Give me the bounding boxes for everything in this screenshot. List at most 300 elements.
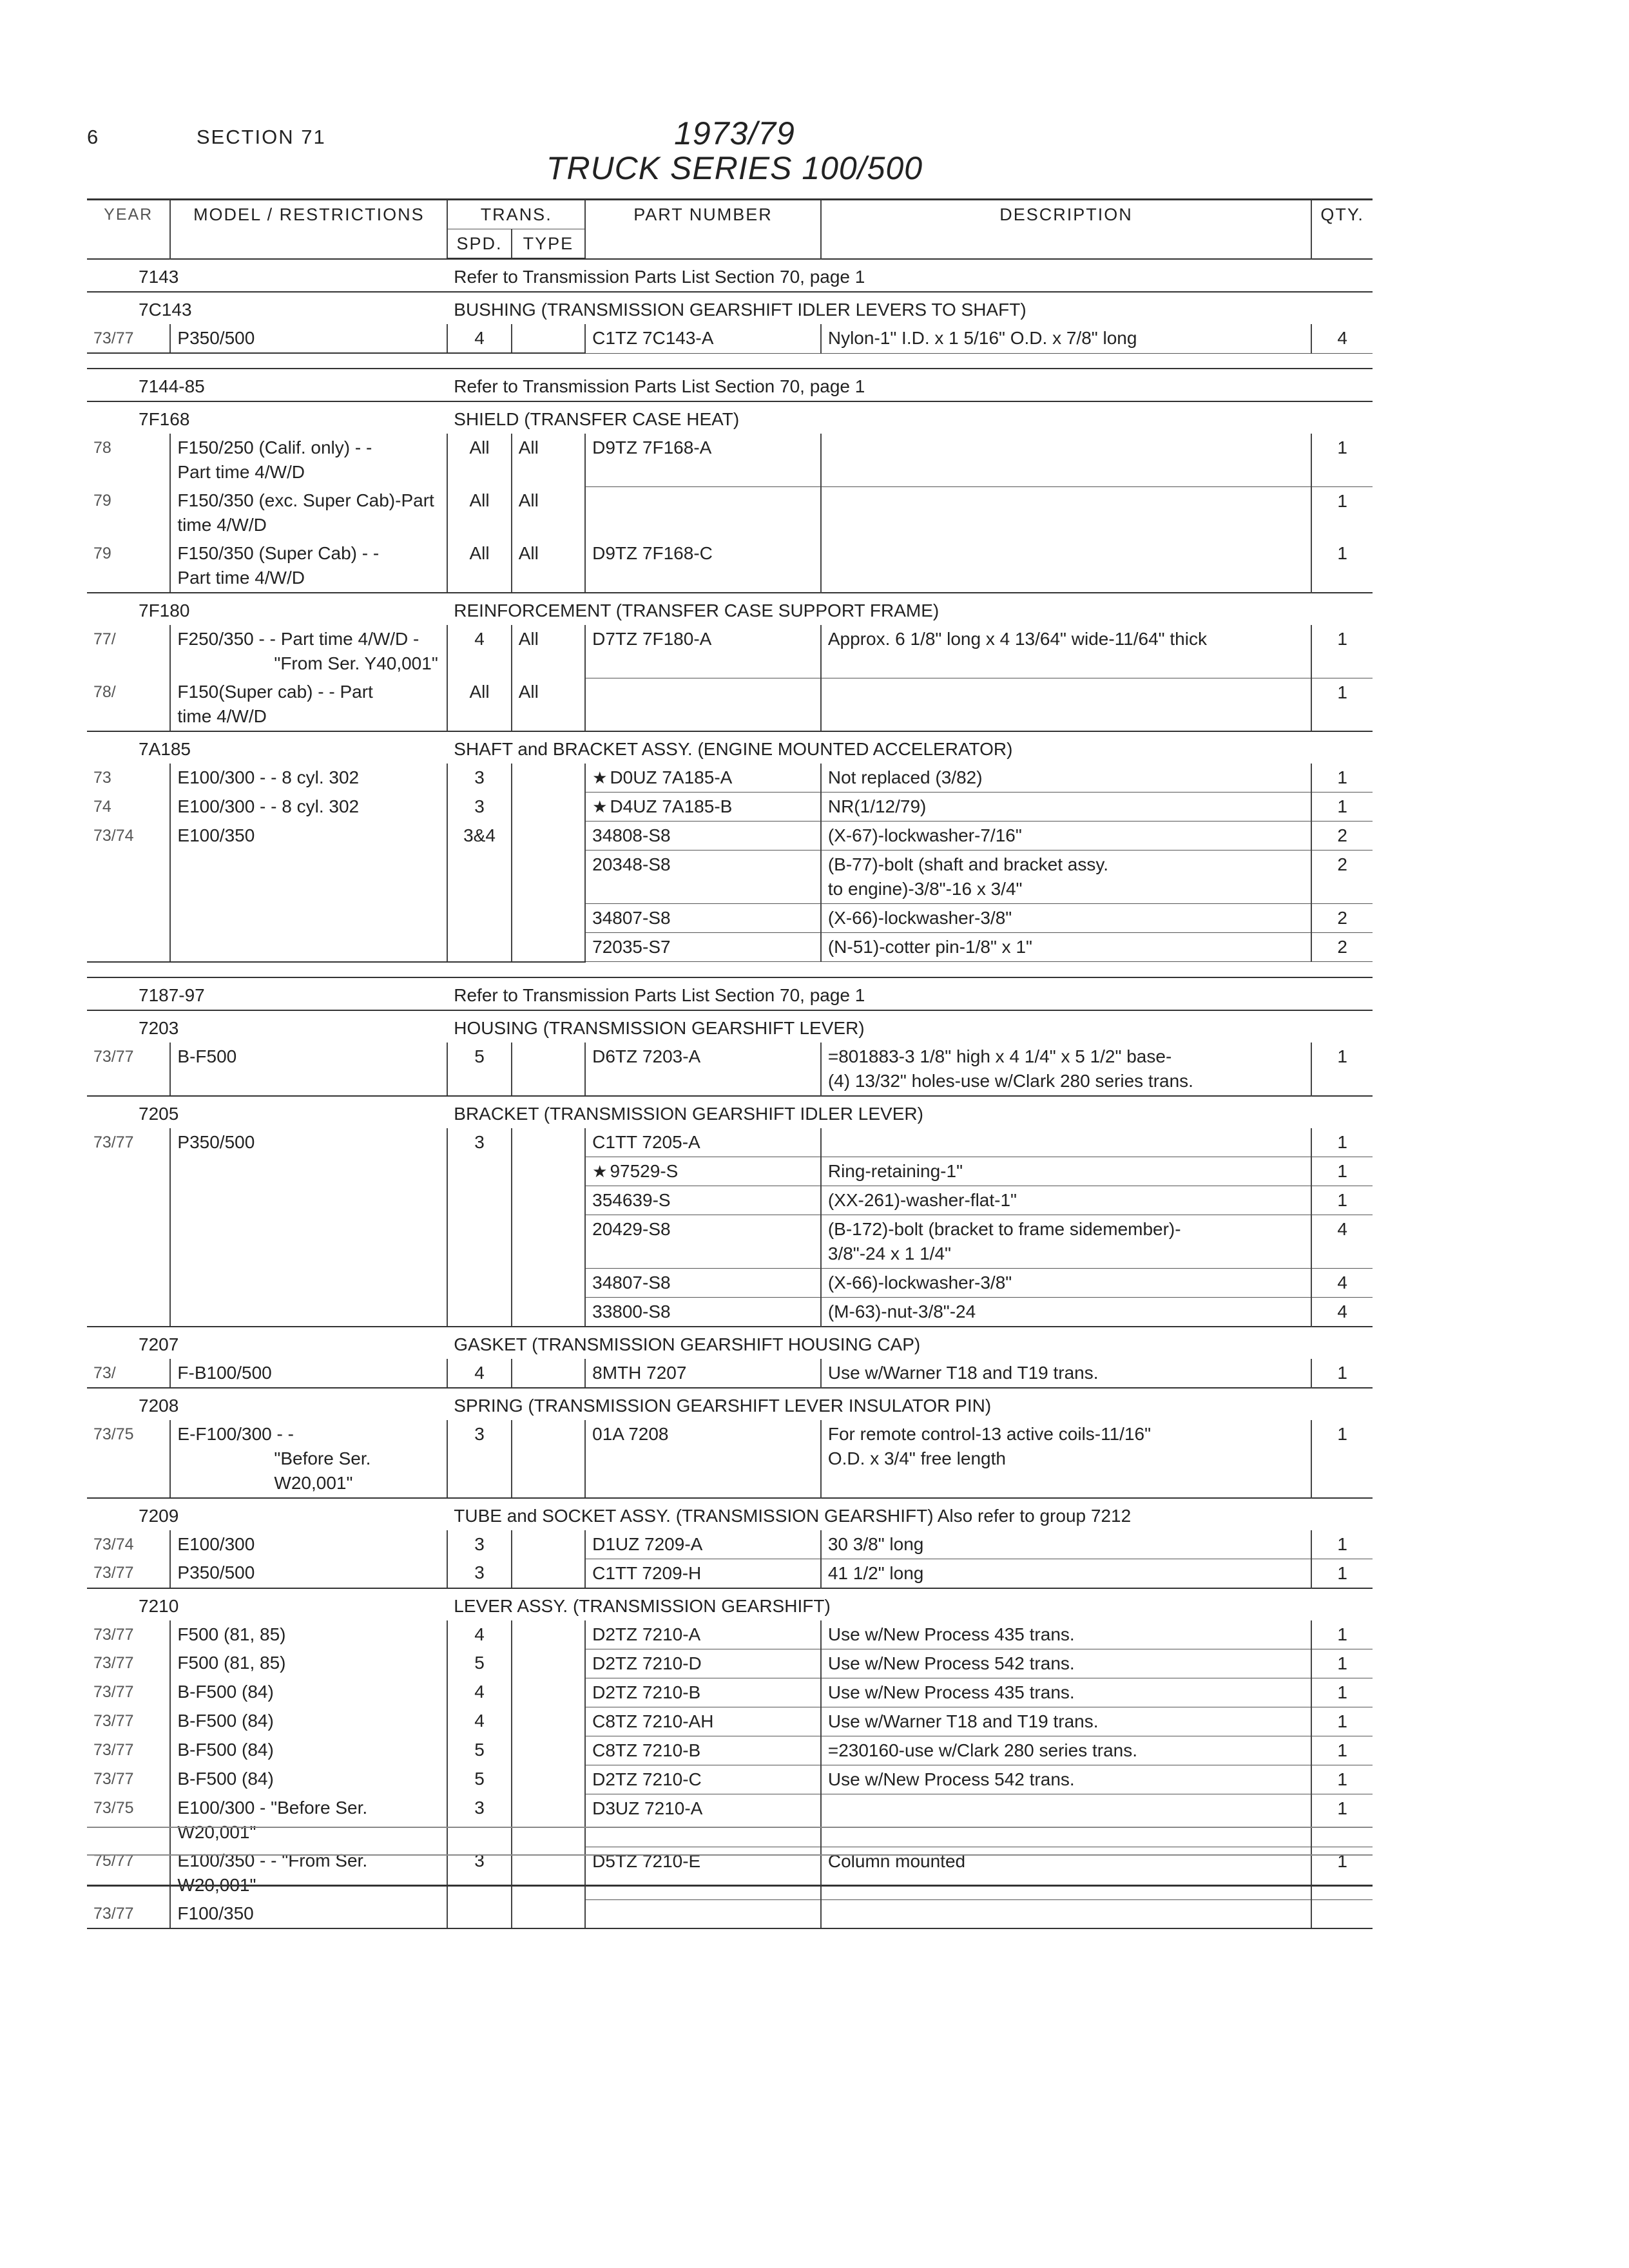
col-spd: SPD.	[447, 229, 511, 259]
part-number-cell	[585, 850, 821, 904]
type-cell	[512, 933, 585, 962]
group-header-row	[87, 1327, 1373, 1359]
qty-cell: 1	[1311, 1765, 1373, 1794]
description-text: Use w/New Process 435 trans.	[827, 1624, 1075, 1644]
group-header-row	[87, 1010, 1373, 1043]
star-icon: ★	[592, 768, 608, 787]
part-number-cell	[585, 486, 821, 539]
speed-cell: 4	[447, 1359, 511, 1388]
speed-cell	[447, 1899, 511, 1928]
part-number-cell	[585, 625, 821, 678]
qty-cell: 1	[1311, 1530, 1373, 1559]
type-cell	[512, 1297, 585, 1327]
description-cell	[821, 1420, 1311, 1498]
group-header-row	[87, 369, 1373, 401]
part-number: 97529-S	[610, 1160, 679, 1181]
model-text: F500 (81, 85)	[177, 1624, 286, 1644]
qty-cell: 1	[1311, 678, 1373, 731]
year-cell: 73/75	[87, 1420, 170, 1498]
model-text: E100/300 - "Before Ser. W20,001"	[177, 1798, 368, 1842]
speed-cell: All	[447, 678, 511, 731]
description-cell	[821, 1707, 1311, 1736]
qty-cell: 4	[1311, 1268, 1373, 1297]
part-number-cell	[585, 324, 821, 353]
qty-cell: 4	[1311, 324, 1373, 353]
part-number-cell	[585, 1530, 821, 1559]
part-number-cell	[585, 1186, 821, 1215]
group-header-row	[87, 401, 1373, 434]
year-cell: 73/77	[87, 324, 170, 353]
section-label: SECTION 71	[196, 126, 326, 148]
table-row	[87, 1268, 1373, 1297]
description-cell	[821, 324, 1311, 353]
table-row	[87, 1420, 1373, 1498]
model-cell	[170, 1268, 447, 1297]
year-cell: 75/77	[93, 1852, 134, 1870]
qty-cell: 1	[1311, 1043, 1373, 1096]
qty-cell: 2	[1311, 904, 1373, 933]
col-model: MODEL / RESTRICTIONS	[170, 200, 447, 259]
qty-cell: 1	[1311, 1736, 1373, 1765]
star-icon: ★	[592, 1161, 608, 1181]
speed-cell	[447, 850, 511, 904]
qty-cell: 1	[1311, 539, 1373, 593]
part-number-cell	[585, 1297, 821, 1327]
year-cell: 73/77	[93, 1683, 134, 1701]
page-title: TRUCK SERIES 100/500	[546, 150, 923, 186]
year-cell: 73/77	[93, 1741, 134, 1759]
part-number: C8TZ 7210-AH	[592, 1711, 714, 1731]
description-cell	[821, 904, 1311, 933]
group-title: HOUSING (TRANSMISSION GEARSHIFT LEVER)	[447, 1010, 1373, 1043]
type-cell: All	[512, 486, 585, 539]
qty-cell: 2	[1311, 933, 1373, 962]
type-cell	[512, 1420, 585, 1498]
year-cell	[87, 933, 170, 962]
model-cell	[170, 822, 447, 850]
table-row	[87, 678, 1373, 731]
model-cell	[170, 1530, 447, 1559]
model-cell	[170, 1620, 447, 1649]
part-number-cell	[585, 1649, 821, 1678]
part-number: 354639-S	[592, 1189, 671, 1210]
year-cell: 73/77	[93, 1712, 134, 1730]
group-title: GASKET (TRANSMISSION GEARSHIFT HOUSING CAP)	[447, 1327, 1373, 1359]
model-cell	[170, 1157, 447, 1186]
model-cell	[170, 1297, 447, 1327]
part-number: 34807-S8	[592, 908, 671, 928]
type-cell	[512, 1649, 585, 1678]
qty-cell: 1	[1311, 625, 1373, 678]
group-number: 7210	[87, 1588, 447, 1620]
qty-cell: 1	[1311, 1359, 1373, 1388]
model-cell	[170, 324, 447, 353]
model-text: F150/350 (exc. Super Cab)-Part	[177, 490, 434, 510]
group-number: 7A185	[87, 731, 447, 764]
type-cell	[512, 1186, 585, 1215]
model-cell	[170, 850, 447, 904]
part-number-cell	[585, 1215, 821, 1268]
part-number-cell	[585, 764, 821, 793]
description-text: (XX-261)-washer-flat-1"	[827, 1189, 1017, 1210]
year-cell: 73/77	[87, 1043, 170, 1096]
group-number: 7209	[87, 1498, 447, 1530]
qty-cell: 2	[1311, 850, 1373, 904]
year-cell: 78/	[87, 678, 170, 731]
part-number-cell	[585, 793, 821, 822]
qty-cell: 1	[1311, 1559, 1373, 1588]
part-number-cell	[585, 1128, 821, 1157]
table-row	[87, 1620, 1373, 1649]
speed-cell: All	[447, 434, 511, 486]
type-cell	[512, 324, 585, 353]
table-row	[87, 793, 1373, 822]
speed-cell	[447, 1297, 511, 1327]
year-cell: 73/77	[93, 1133, 134, 1151]
speed-cell: 4	[447, 1707, 511, 1736]
model-cell	[170, 764, 447, 793]
model-text: E100/300	[177, 1533, 255, 1554]
year-cell	[87, 1215, 170, 1268]
type-cell	[512, 1559, 585, 1588]
table-row	[87, 764, 1373, 793]
type-cell	[512, 1043, 585, 1096]
type-cell	[512, 1157, 585, 1186]
model-text: E100/300 - - 8 cyl. 302	[177, 767, 360, 787]
model-cell	[170, 1186, 447, 1215]
model-text: B-F500 (84)	[177, 1769, 274, 1789]
part-number-cell	[585, 1899, 821, 1928]
part-number: 01A 7208	[592, 1423, 669, 1444]
table-row	[87, 1707, 1373, 1736]
speed-cell: 5	[447, 1649, 511, 1678]
group-header-row	[87, 259, 1373, 293]
description-text: 30 3/8" long	[827, 1533, 924, 1554]
type-cell	[512, 764, 585, 793]
model-text: F150(Super cab) - - Part	[177, 682, 373, 702]
description-text: Use w/New Process 435 trans.	[827, 1682, 1075, 1702]
type-cell	[512, 904, 585, 933]
model-text: E-F100/300 - -	[177, 1423, 294, 1444]
type-cell	[512, 1128, 585, 1157]
type-cell	[512, 1215, 585, 1268]
description-cell	[821, 1215, 1311, 1268]
model-cell	[170, 933, 447, 962]
page-title-years: 1973/79	[674, 115, 795, 151]
year-cell: 79	[93, 492, 111, 510]
part-number-cell	[585, 1765, 821, 1794]
table-row	[87, 1359, 1373, 1388]
year-cell: 73/	[87, 1359, 170, 1388]
speed-cell: 3	[447, 1559, 511, 1588]
year-cell	[87, 904, 170, 933]
description-cell	[821, 933, 1311, 962]
speed-cell: 4	[447, 1678, 511, 1707]
part-number-cell	[585, 1043, 821, 1096]
qty-cell: 1	[1311, 1128, 1373, 1157]
type-cell	[512, 850, 585, 904]
col-qty: QTY.	[1311, 200, 1373, 259]
group-header-row	[87, 1388, 1373, 1420]
group-title: Refer to Transmission Parts List Section 70, page 1	[447, 977, 1373, 1010]
qty-cell: 1	[1311, 1186, 1373, 1215]
qty-cell: 1	[1311, 1420, 1373, 1498]
table-row	[87, 1186, 1373, 1215]
description-cell	[821, 678, 1311, 731]
year-cell: 73/77	[93, 1625, 134, 1644]
table-row	[87, 1678, 1373, 1707]
part-number-cell	[585, 822, 821, 850]
qty-cell: 2	[1311, 822, 1373, 850]
part-number-cell	[585, 933, 821, 962]
model-serial: "Before Ser. W20,001"	[274, 1448, 371, 1493]
model-text: F-B100/500	[177, 1362, 272, 1383]
type-cell	[512, 1268, 585, 1297]
model-text: F100/350	[177, 1903, 254, 1923]
col-trans: TRANS.	[447, 200, 585, 229]
description-cell	[821, 1649, 1311, 1678]
group-number: 7144-85	[87, 369, 447, 401]
part-number: 20348-S8	[592, 854, 671, 874]
part-number-cell	[585, 1157, 821, 1186]
year-cell: 73/77	[87, 1559, 170, 1588]
description-text: 41 1/2" long	[827, 1562, 924, 1583]
description-cell	[821, 1043, 1311, 1096]
speed-cell	[447, 1268, 511, 1297]
description-cont: 3/8"-24 x 1 1/4"	[827, 1243, 951, 1264]
description-text: Ring-retaining-1"	[827, 1160, 963, 1181]
star-icon: ★	[592, 797, 608, 816]
model-text: E100/350	[177, 825, 255, 845]
table-row	[87, 1128, 1373, 1157]
year-cell	[87, 1268, 170, 1297]
type-cell	[512, 1530, 585, 1559]
table-row	[87, 1736, 1373, 1765]
table-row	[87, 1649, 1373, 1678]
part-number-cell	[585, 1559, 821, 1588]
part-number: D3UZ 7210-A	[592, 1798, 703, 1818]
group-header-row	[87, 1498, 1373, 1530]
description-cell	[821, 822, 1311, 850]
speed-cell: 3	[447, 1847, 511, 1899]
group-number: 7203	[87, 1010, 447, 1043]
group-title: SHAFT and BRACKET ASSY. (ENGINE MOUNTED ACCELERATOR)	[447, 731, 1373, 764]
qty-cell: 1	[1311, 1620, 1373, 1649]
description-cont: (4) 13/32" holes-use w/Clark 280 series trans.	[827, 1070, 1193, 1091]
year-cell: 78	[93, 439, 111, 457]
description-text: For remote control-13 active coils-11/16"	[827, 1423, 1152, 1444]
parts-table	[87, 198, 1373, 1929]
part-number: 20429-S8	[592, 1218, 671, 1239]
year-cell: 73/77	[93, 1654, 134, 1672]
type-cell: All	[512, 434, 585, 486]
page-header	[87, 126, 416, 149]
description-text: (X-66)-lockwasher-3/8"	[827, 908, 1012, 928]
model-text: F250/350 - - Part time 4/W/D -	[177, 629, 419, 649]
model-text-cont: Part time 4/W/D	[177, 568, 305, 588]
description-text: Use w/Warner T18 and T19 trans.	[827, 1362, 1099, 1383]
group-header-row	[87, 292, 1373, 324]
col-part: PART NUMBER	[585, 200, 821, 259]
year-cell	[87, 850, 170, 904]
model-cell	[170, 1420, 447, 1498]
part-number: D4UZ 7A185-B	[610, 796, 733, 816]
model-cell	[170, 1899, 447, 1928]
qty-cell: 4	[1311, 1297, 1373, 1327]
table-row	[87, 933, 1373, 962]
description-cell	[821, 539, 1311, 593]
group-header-row	[87, 593, 1373, 625]
group-number: 7C143	[87, 292, 447, 324]
description-cell	[821, 1297, 1311, 1327]
part-number: C1TT 7209-H	[592, 1562, 702, 1583]
part-number: D7TZ 7F180-A	[592, 629, 712, 649]
part-number-cell	[585, 1620, 821, 1649]
model-text: B-F500 (84)	[177, 1711, 274, 1731]
speed-cell	[447, 904, 511, 933]
description-text: Column mounted	[827, 1850, 966, 1871]
type-cell	[512, 1765, 585, 1794]
part-number: C8TZ 7210-B	[592, 1740, 701, 1760]
qty-cell: 1	[1311, 793, 1373, 822]
description-cell	[821, 625, 1311, 678]
description-text: (M-63)-nut-3/8"-24	[827, 1301, 976, 1321]
model-cell	[170, 1359, 447, 1388]
table-row	[87, 1899, 1373, 1928]
part-number: D9TZ 7F168-C	[592, 543, 713, 563]
description-text: (N-51)-cotter pin-1/8" x 1"	[827, 937, 1032, 957]
model-text: B-F500 (84)	[177, 1682, 274, 1702]
type-cell	[512, 1359, 585, 1388]
description-text: (B-172)-bolt (bracket to frame sidemember)-	[827, 1218, 1181, 1239]
model-cell	[170, 1559, 447, 1588]
part-number: D5TZ 7210-E	[592, 1850, 701, 1871]
part-number: D6TZ 7203-A	[592, 1046, 701, 1066]
part-number: C1TT 7205-A	[592, 1131, 700, 1152]
part-number-cell	[585, 539, 821, 593]
year-cell: 73/77	[87, 1899, 170, 1928]
group-number: 7143	[87, 259, 447, 293]
part-number: 72035-S7	[592, 937, 671, 957]
qty-cell: 1	[1311, 1847, 1373, 1899]
speed-cell: All	[447, 539, 511, 593]
description-cell	[821, 1157, 1311, 1186]
description-cell	[821, 1620, 1311, 1649]
group-number: 7F180	[87, 593, 447, 625]
type-cell	[512, 1707, 585, 1736]
speed-cell: All	[447, 486, 511, 539]
col-year: YEAR	[87, 200, 170, 259]
group-title: LEVER ASSY. (TRANSMISSION GEARSHIFT)	[447, 1588, 1373, 1620]
year-cell: 79	[87, 539, 170, 593]
qty-cell: 1	[1311, 1649, 1373, 1678]
model-cell	[170, 793, 447, 822]
type-cell	[512, 1736, 585, 1765]
model-text: P350/500	[177, 1562, 255, 1582]
group-header-row	[87, 977, 1373, 1010]
table-row	[87, 434, 1373, 486]
table-row	[87, 1297, 1373, 1327]
part-number: D2TZ 7210-A	[592, 1624, 701, 1644]
model-text: B-F500	[177, 1046, 237, 1066]
model-text: F150/250 (Calif. only) - -	[177, 437, 372, 457]
description-text: =801883-3 1/8" high x 4 1/4" x 5 1/2" base-	[827, 1046, 1172, 1066]
speed-cell	[447, 933, 511, 962]
model-text: F150/350 (Super Cab) - -	[177, 543, 380, 563]
model-cell	[170, 486, 447, 539]
group-number: 7205	[87, 1096, 447, 1128]
qty-cell: 1	[1311, 486, 1373, 539]
speed-cell: 3	[447, 1530, 511, 1559]
year-cell: 73/77	[93, 1770, 134, 1788]
part-number: D1UZ 7209-A	[592, 1533, 703, 1554]
table-row	[87, 486, 1373, 539]
group-number: 7F168	[87, 401, 447, 434]
model-text-cont: time 4/W/D	[177, 706, 267, 726]
type-cell: All	[512, 625, 585, 678]
model-cell	[170, 1765, 447, 1794]
model-cell	[170, 1649, 447, 1678]
group-number: 7187-97	[87, 977, 447, 1010]
description-text: Use w/New Process 542 trans.	[827, 1653, 1075, 1673]
model-text: E100/350 - - "From Ser. W20,001"	[177, 1850, 368, 1895]
year-cell: 73/75	[93, 1799, 134, 1817]
table-row	[87, 324, 1373, 353]
model-cell	[170, 678, 447, 731]
model-text: F500 (81, 85)	[177, 1653, 286, 1673]
speed-cell: 5	[447, 1765, 511, 1794]
part-number: 33800-S8	[592, 1301, 671, 1321]
table-row	[87, 822, 1373, 850]
year-cell	[87, 1297, 170, 1327]
description-cell	[821, 793, 1311, 822]
divider	[87, 1885, 1373, 1887]
part-number: 34807-S8	[592, 1272, 671, 1293]
model-cell	[170, 539, 447, 593]
model-serial: "From Ser. Y40,001"	[274, 653, 438, 673]
table-row	[87, 1157, 1373, 1186]
part-number: 34808-S8	[592, 825, 671, 845]
model-cell	[170, 625, 447, 678]
description-text: Not replaced (3/82)	[827, 767, 983, 787]
year-cell	[87, 1186, 170, 1215]
page-number: 6	[87, 126, 100, 148]
type-cell	[512, 1620, 585, 1649]
qty-cell: 1	[1311, 1678, 1373, 1707]
qty-cell: 1	[1311, 1707, 1373, 1736]
table-row	[87, 904, 1373, 933]
table-row	[87, 1559, 1373, 1588]
divider	[87, 1827, 1373, 1828]
table-row	[87, 850, 1373, 904]
model-text: P350/500	[177, 328, 255, 348]
part-number: D2TZ 7210-D	[592, 1653, 702, 1673]
year-cell: 74	[93, 797, 111, 816]
speed-cell: 3	[447, 764, 511, 793]
speed-cell: 5	[447, 1736, 511, 1765]
part-number-cell	[585, 678, 821, 731]
model-cell	[170, 1707, 447, 1736]
description-text: =230160-use w/Clark 280 series trans.	[827, 1740, 1138, 1760]
year-cell: 73/74	[93, 1535, 134, 1553]
description-text: Approx. 6 1/8" long x 4 13/64" wide-11/64" thick	[827, 629, 1207, 649]
group-title: REINFORCEMENT (TRANSFER CASE SUPPORT FRAME)	[447, 593, 1373, 625]
description-text: (X-66)-lockwasher-3/8"	[827, 1272, 1012, 1293]
qty-cell: 1	[1311, 434, 1373, 486]
speed-cell: 4	[447, 625, 511, 678]
speed-cell	[447, 1215, 511, 1268]
model-cell	[170, 904, 447, 933]
